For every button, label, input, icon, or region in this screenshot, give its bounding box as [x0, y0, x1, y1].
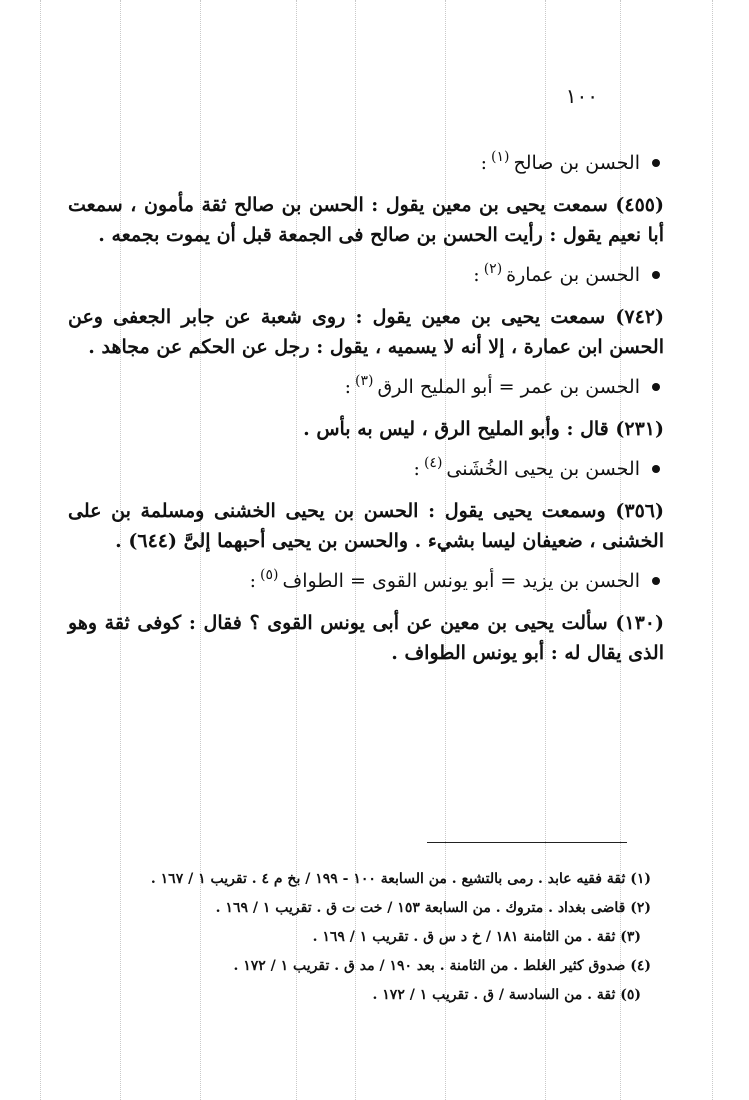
paragraph-text: سمعت يحيى بن معين يقول : روى شعبة عن جابر الجعفى وعن الحسن ابن عمارة ، إلا أنه لا يسميه ، يقول : رجل عن الحكم عن مجاهد .	[68, 306, 664, 358]
entry-heading	[68, 454, 664, 484]
entry-paragraph	[68, 496, 664, 556]
entry-name: الحسن بن يحيى الخُشَنى	[446, 458, 640, 480]
footnote-ref: (٥)	[260, 567, 279, 583]
footnote: (٣) ثقة . من الثامنة ١٨١ / خ د س ق . تقريب ١ / ١٦٩ .	[312, 929, 641, 945]
footnote-ref: (٢)	[483, 261, 503, 277]
footnote: (١) ثقة فقيه عابد . رمى بالتشيع . من السابعة ١٠٠ - ١٩٩ / بخ م ٤ . تقريب ١ / ١٦٧ .	[150, 871, 651, 887]
entry-name: الحسن بن عمر = أبو المليح الرق	[377, 376, 640, 398]
footnote-ref: (١)	[490, 149, 510, 165]
paragraph-text: وسمعت يحيى يقول : الحسن بن يحيى الخشنى ومسلمة بن على الخشنى ، ضعيفان ليسا بشيء . والحسن بن يحيى أحبهما إلىَّ (٦٤٤) .	[68, 500, 664, 552]
entry-heading	[68, 566, 664, 596]
paragraph-number: (١٣٠)	[615, 612, 664, 634]
bullet-icon	[652, 383, 660, 391]
page-number: ١٠٠	[565, 84, 598, 108]
entry-colon: :	[473, 264, 480, 286]
entry-colon: :	[480, 152, 487, 174]
footnote: (٢) قاضى بغداد . متروك . من السابعة ١٥٣ / خت ت ق . تقريب ١ / ١٦٩ .	[215, 900, 651, 916]
entry-name: الحسن بن صالح	[513, 152, 640, 174]
entry-colon: :	[249, 570, 257, 592]
entry-heading	[68, 260, 664, 290]
paragraph-number: (٢٣١)	[615, 418, 664, 440]
entry-heading	[68, 372, 664, 402]
entries-body	[68, 138, 664, 676]
footnote-divider	[427, 842, 627, 843]
paragraph-number: (٣٥٦)	[615, 500, 664, 522]
paragraph-number: (٤٥٥)	[615, 194, 664, 216]
bullet-icon	[652, 577, 660, 585]
footnote: (٥) ثقة . من السادسة / ق . تقريب ١ / ١٧٢ .	[372, 987, 641, 1003]
paragraph-number: (٧٤٢)	[615, 306, 664, 328]
footnotes	[71, 865, 651, 1010]
paragraph-text: سمعت يحيى بن معين يقول : الحسن بن صالح ثقة مأمون ، سمعت أبا نعيم يقول : رأيت الحسن بن صالح فى الجمعة قبل أن يموت بجمعه .	[68, 194, 664, 246]
grid-line	[40, 0, 41, 1100]
entry-paragraph	[68, 414, 664, 444]
entry-paragraph	[68, 302, 664, 362]
grid-line	[712, 0, 713, 1100]
footnote: (٤) صدوق كثير الغلط . من الثامنة . بعد ١٩٠ / مد ق . تقريب ١ / ١٧٢ .	[233, 958, 651, 974]
paragraph-text: قال : وأبو المليح الرق ، ليس به بأس .	[303, 418, 609, 440]
entry-paragraph	[68, 190, 664, 250]
entry-heading	[68, 148, 664, 178]
bullet-icon	[652, 465, 660, 473]
footnote-ref: (٤)	[423, 455, 443, 471]
bullet-icon	[652, 159, 660, 167]
footnote-ref: (٣)	[355, 373, 374, 389]
bullet-icon	[652, 271, 660, 279]
paragraph-text: سألت يحيى بن معين عن أبى يونس القوى ؟ فقال : كوفى ثقة وهو الذى يقال له : أبو يونس الطواف .	[68, 612, 664, 664]
entry-colon: :	[344, 376, 352, 398]
entry-paragraph	[68, 608, 664, 668]
entry-name: الحسن بن يزيد = أبو يونس القوى = الطواف	[282, 570, 640, 592]
entry-colon: :	[413, 458, 420, 480]
entry-name: الحسن بن عمارة	[506, 264, 640, 286]
